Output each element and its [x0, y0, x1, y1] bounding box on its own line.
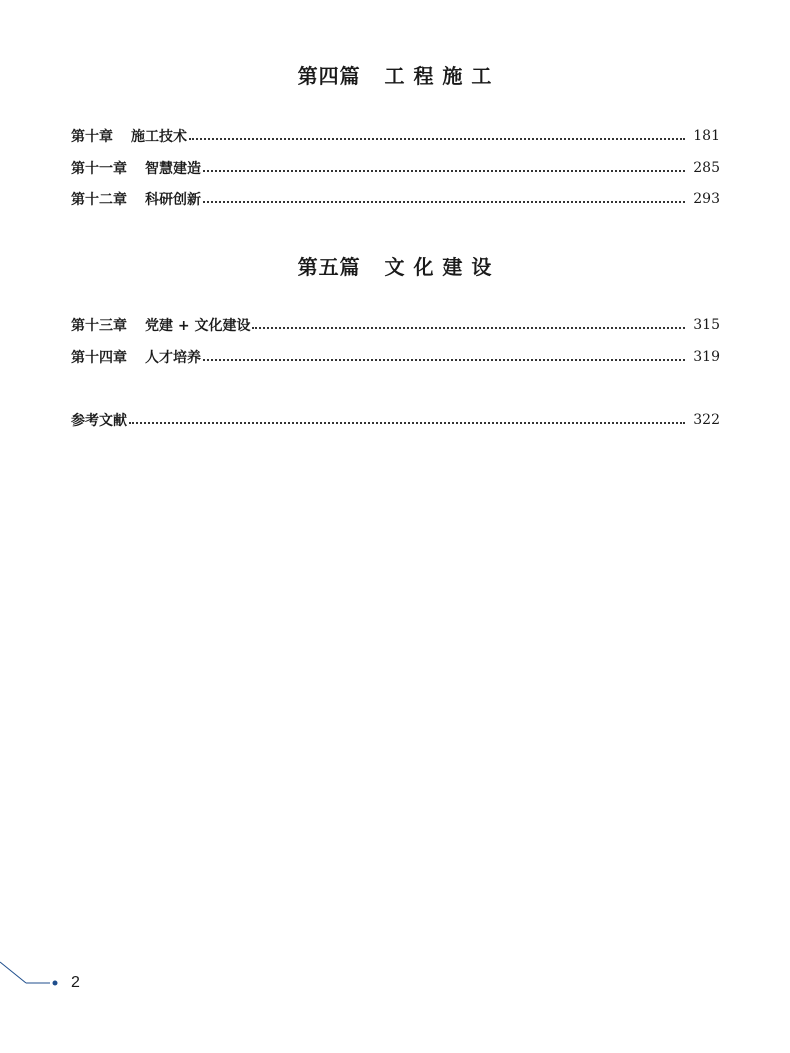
toc-entry[interactable]: [71, 189, 720, 209]
page-ref: 285: [693, 160, 720, 176]
toc-entry[interactable]: [71, 315, 720, 335]
page-ref: 181: [693, 128, 720, 144]
page-ref: 319: [693, 349, 720, 365]
part4-title: 第四篇 工 程 施 工: [297, 64, 493, 88]
footer-diagonal: [0, 962, 26, 983]
chapter-number: 第十三章: [71, 318, 127, 334]
page-ref: 322: [693, 412, 720, 428]
chapter-title: 党建 + 文化建设: [145, 318, 251, 334]
toc-entry-references[interactable]: [71, 410, 720, 430]
page-ref: 315: [693, 317, 720, 333]
toc-entry[interactable]: [71, 126, 720, 146]
toc-entry[interactable]: [71, 158, 720, 178]
dot-leader: [203, 359, 685, 361]
chapter-number: 第十四章: [71, 350, 127, 366]
chapter-title: 施工技术: [131, 129, 187, 145]
dot-leader: [129, 422, 685, 424]
toc-entry[interactable]: [71, 347, 720, 367]
dot-leader: [189, 138, 685, 140]
dot-leader: [203, 201, 685, 203]
chapter-number: 第十章: [71, 129, 113, 145]
footer-dot: [53, 981, 58, 986]
chapter-title: 人才培养: [145, 350, 201, 366]
chapter-number: 第十二章: [71, 192, 127, 208]
chapter-title: 智慧建造: [145, 161, 201, 177]
page-ref: 293: [693, 191, 720, 207]
dot-leader: [252, 327, 685, 329]
chapter-title: 科研创新: [145, 192, 201, 208]
chapter-number: 第十一章: [71, 161, 127, 177]
part5-title: 第五篇 文 化 建 设: [297, 255, 493, 279]
references-title: 参考文献: [71, 413, 127, 429]
dot-leader: [203, 170, 685, 172]
footer-decoration: [0, 940, 70, 1000]
page-number: 2: [71, 974, 80, 991]
